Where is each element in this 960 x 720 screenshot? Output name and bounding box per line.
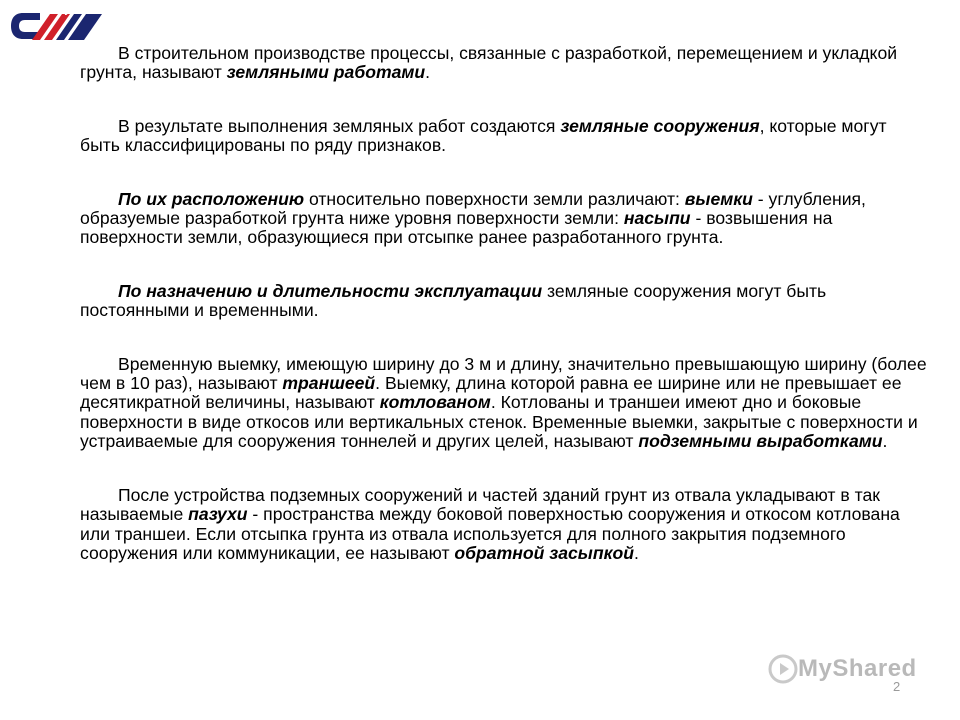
emphasis-term: По назначению и длительности эксплуатации [118,280,543,301]
logo [6,4,106,48]
text-run: В результате выполнения земляных работ создаются [118,115,561,136]
page-number: 2 [893,679,901,694]
text-run: В строительном производстве процессы, связанные с разработкой, перемещением и укладкой грунта, называют [80,43,898,83]
text-run: Временную выемку, имеющую ширину до 3 м и длину, значительно превышающую ширину (более чем в 10 раз), называют [80,353,927,394]
emphasis-term: подземными выработками [638,431,883,452]
emphasis-term: земляными работами [226,62,426,83]
emphasis-term: земляные сооружения [560,115,760,136]
text-run: - пространства между боковой поверхностью сооружения и откосом котлована или траншеи. Если отсыпка грунта из отвала используется для полного закрытия подземного сооружения или коммуникации, ее называют [80,504,900,563]
emphasis-term: траншеей [282,373,376,394]
logo-text: Crmy [45,5,71,16]
document-body [80,44,930,563]
text-run: . [425,62,431,83]
logo-emblem-icon [11,13,102,40]
text-run: относительно поверхности земли различают: [304,188,685,209]
text-run: . Выемку, длина которой равна ее ширине или не превышает ее десятикратной величины, называют [80,373,902,413]
paragraph [80,117,930,156]
text-run: - углубления, образуемые разработкой грунта ниже уровня поверхности земли: [80,188,866,229]
emphasis-term: пазухи [188,504,248,525]
text-run: - возвышения на поверхности земли, образующиеся при отсыпке ранее разработанного грунта. [80,208,833,248]
emphasis-term: обратной засыпкой [454,542,634,563]
text-run: . [882,431,888,452]
play-icon [768,654,798,684]
paragraph [80,282,930,321]
paragraph [80,44,930,83]
paragraph [80,355,930,452]
emphasis-term: По их расположению [118,188,305,209]
text-run: . Котлованы и траншеи имеют дно и боковые поверхности в виде откосов или вертикальных стенок. Временные выемки, закрытые с поверхности и устраиваемые для сооружения тоннелей и других целей, называют [80,392,918,452]
text-run: земляные сооружения могут быть постоянными и временными. [80,280,827,321]
paragraph [80,190,930,248]
emphasis-term: котлованом [379,392,491,413]
text-run: , которые могут быть классифицированы по ряду признаков. [80,115,887,156]
paragraph [80,486,930,564]
text-run: . [633,542,639,563]
emphasis-term: насыпи [623,208,691,229]
watermark-text: MyShared [798,655,917,682]
text-run: После устройства подземных сооружений и частей зданий грунт из отвала укладывают в так называемые [80,484,880,525]
emphasis-term: выемки [684,188,753,209]
